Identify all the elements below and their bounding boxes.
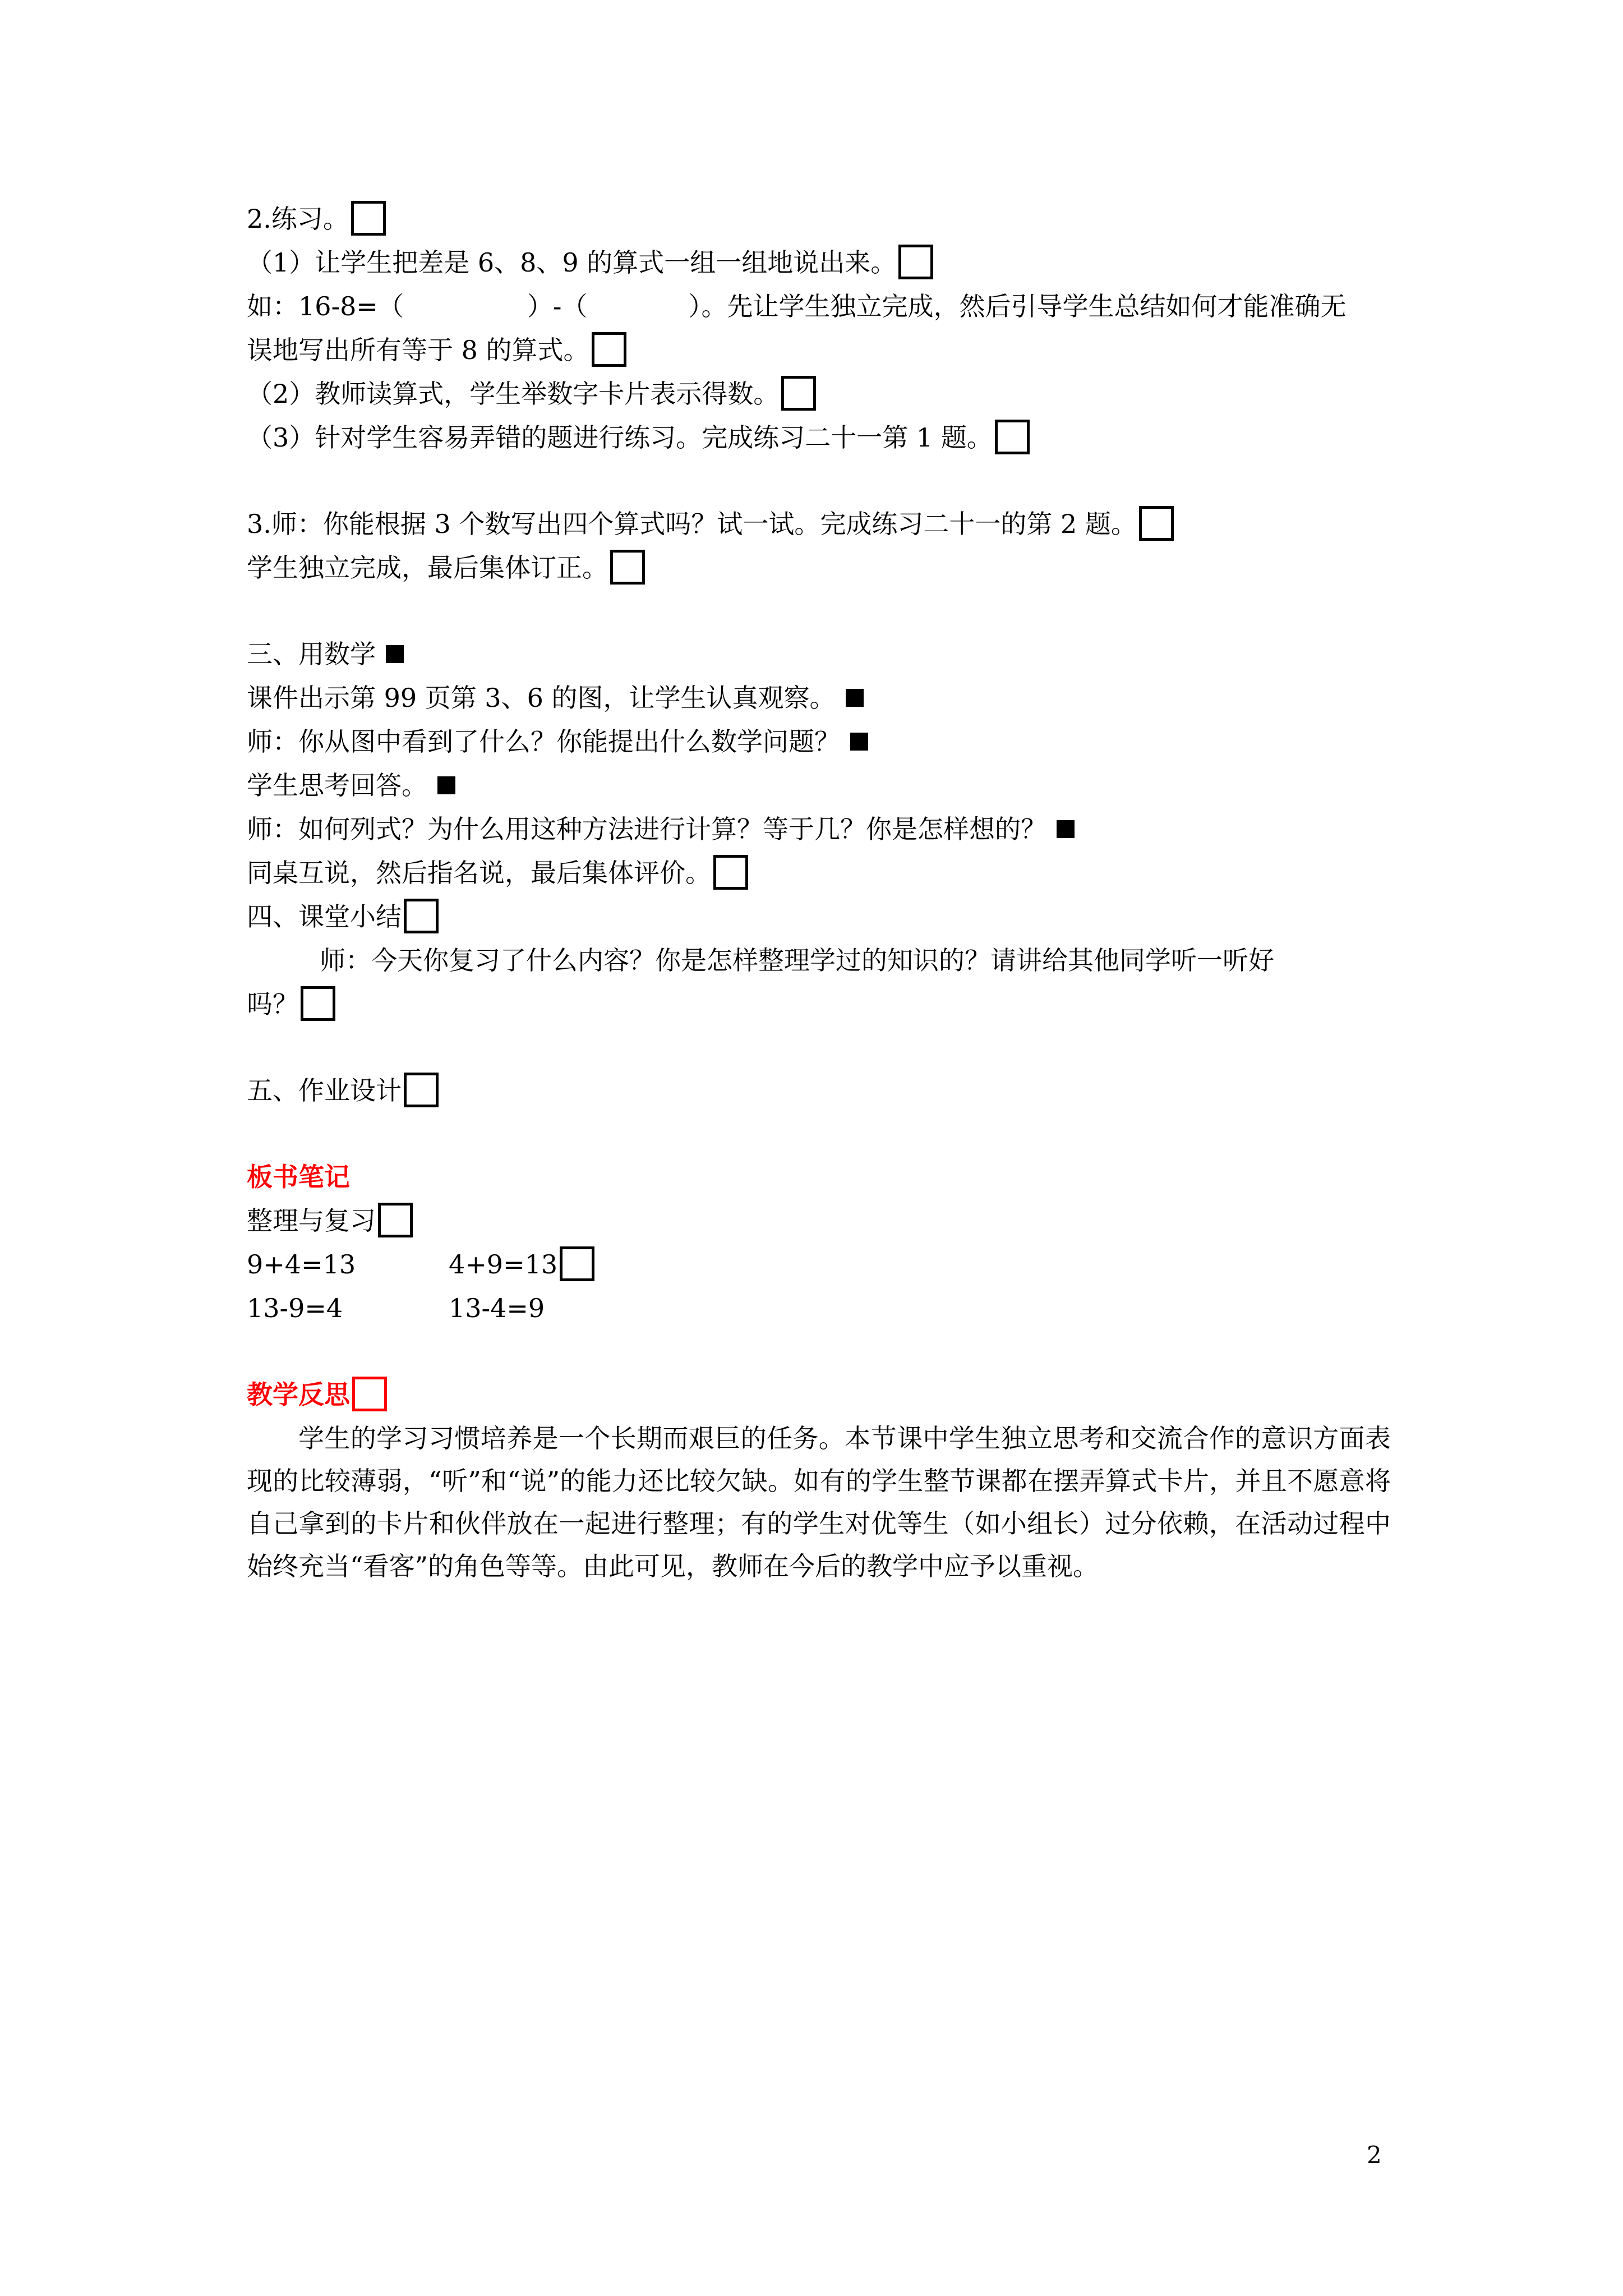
reflection-paragraph: 学生的学习习惯培养是一个长期而艰巨的任务。本节课中学生独立思考和交流合作的意识方面表现的比较薄弱，“听”和“说”的能力还比较欠缺。如有的学生整节课都在摆弄算式卡片，并且不愿意将自己拿到的卡片和伙伴放在一起进行整理；有的学生对优等生（如小组长）过分依赖，在活动过程中始终充当“看客”的角色等等。由此可见，教师在今后的教学中应予以重视。 xyxy=(247,1423,1391,1581)
homework-heading-line xyxy=(247,1069,439,1112)
board-equations-row-1 xyxy=(247,1243,594,1286)
example-continued-line xyxy=(247,329,626,371)
practice-item-3-line xyxy=(247,416,1030,459)
board-title-line xyxy=(247,1199,413,1242)
filled-square-marker xyxy=(1057,820,1075,838)
practice-item-2: （2）教师读算式，学生举数字卡片表示得数。 xyxy=(247,379,780,409)
section-3-text: 3.师：你能根据 3 个数写出四个算式吗？试一试。完成练习二十一的第 2 题。 xyxy=(247,509,1137,539)
summary-question-end: 吗？ xyxy=(247,989,298,1019)
practice-item-1: （1）让学生把差是 6、8、9 的算式一组一组地说出来。 xyxy=(247,247,897,278)
practice-item-1-line xyxy=(247,241,933,284)
example-start: 如：16-8=（ xyxy=(247,291,404,321)
student-answer-line xyxy=(247,764,455,807)
board-equations-row-2 xyxy=(247,1287,545,1329)
empty-checkbox xyxy=(404,899,439,933)
use-math-heading: 三、用数学 xyxy=(247,639,376,669)
use-math-heading-line xyxy=(247,633,404,675)
empty-checkbox xyxy=(592,332,626,367)
teacher-question: 师：你从图中看到了什么？你能提出什么数学问题？ xyxy=(247,726,840,757)
example-end: ）。先让学生独立完成，然后引导学生总结如何才能准确无 xyxy=(688,291,1347,321)
board-equation: 13-9=4 xyxy=(247,1293,343,1323)
filled-square-marker xyxy=(437,776,455,794)
empty-checkbox xyxy=(610,550,645,585)
student-answer: 学生思考回答。 xyxy=(247,770,427,800)
reflection-heading-line xyxy=(247,1373,387,1416)
empty-checkbox xyxy=(713,855,748,890)
summary-heading: 四、课堂小结 xyxy=(247,901,402,932)
empty-checkbox xyxy=(404,1073,439,1107)
empty-checkbox xyxy=(378,1203,413,1237)
example-line xyxy=(247,285,1346,328)
filled-square-marker xyxy=(846,689,864,707)
page-number: 2 xyxy=(1367,2141,1382,2169)
homework-heading: 五、作业设计 xyxy=(247,1075,402,1106)
empty-checkbox xyxy=(301,986,335,1021)
empty-checkbox xyxy=(351,201,386,236)
empty-checkbox xyxy=(560,1246,594,1281)
board-equation: 13-4=9 xyxy=(449,1293,545,1323)
example-middle: ）-（ xyxy=(527,291,588,321)
teacher-how: 师：如何列式？为什么用这种方法进行计算？等于几？你是怎样想的？ xyxy=(247,814,1046,844)
empty-checkbox xyxy=(898,245,933,279)
teacher-question-line xyxy=(247,720,868,763)
section-3-followup: 学生独立完成，最后集体订正。 xyxy=(247,553,608,583)
reflection-heading: 教学反思 xyxy=(247,1379,350,1410)
board-notes-heading: 板书笔记 xyxy=(247,1162,350,1192)
practice-heading-line xyxy=(247,197,386,240)
teacher-how-line xyxy=(247,808,1075,850)
practice-heading: 2.练习。 xyxy=(247,204,349,234)
courseware-line xyxy=(247,677,864,719)
example-continued: 误地写出所有等于 8 的算式。 xyxy=(247,335,589,365)
summary-heading-line xyxy=(247,895,439,938)
filled-square-marker xyxy=(386,645,404,663)
summary-question: 师：今天你复习了什么内容？你是怎样整理学过的知识的？请讲给其他同学听一听好 xyxy=(320,945,1274,976)
empty-checkbox xyxy=(781,376,816,411)
section-3-followup-line xyxy=(247,546,645,589)
peer-discussion-line xyxy=(247,852,748,894)
section-3-line xyxy=(247,503,1174,545)
practice-item-3: （3）针对学生容易弄错的题进行练习。完成练习二十一第 1 题。 xyxy=(247,422,993,453)
summary-question-end-line xyxy=(247,983,335,1025)
board-title: 整理与复习 xyxy=(247,1205,376,1236)
practice-item-2-line xyxy=(247,372,816,415)
summary-question-line xyxy=(320,939,1274,982)
empty-checkbox xyxy=(995,420,1030,454)
board-equation: 4+9=13 xyxy=(449,1249,558,1280)
board-notes-heading-line xyxy=(247,1156,350,1198)
filled-square-marker xyxy=(850,733,868,751)
empty-checkbox xyxy=(1139,506,1174,541)
courseware-text: 课件出示第 99 页第 3、6 的图，让学生认真观察。 xyxy=(247,683,836,713)
peer-discussion: 同桌互说，然后指名说，最后集体评价。 xyxy=(247,858,711,888)
board-equation: 9+4=13 xyxy=(247,1249,356,1280)
red-checkbox xyxy=(352,1377,387,1411)
